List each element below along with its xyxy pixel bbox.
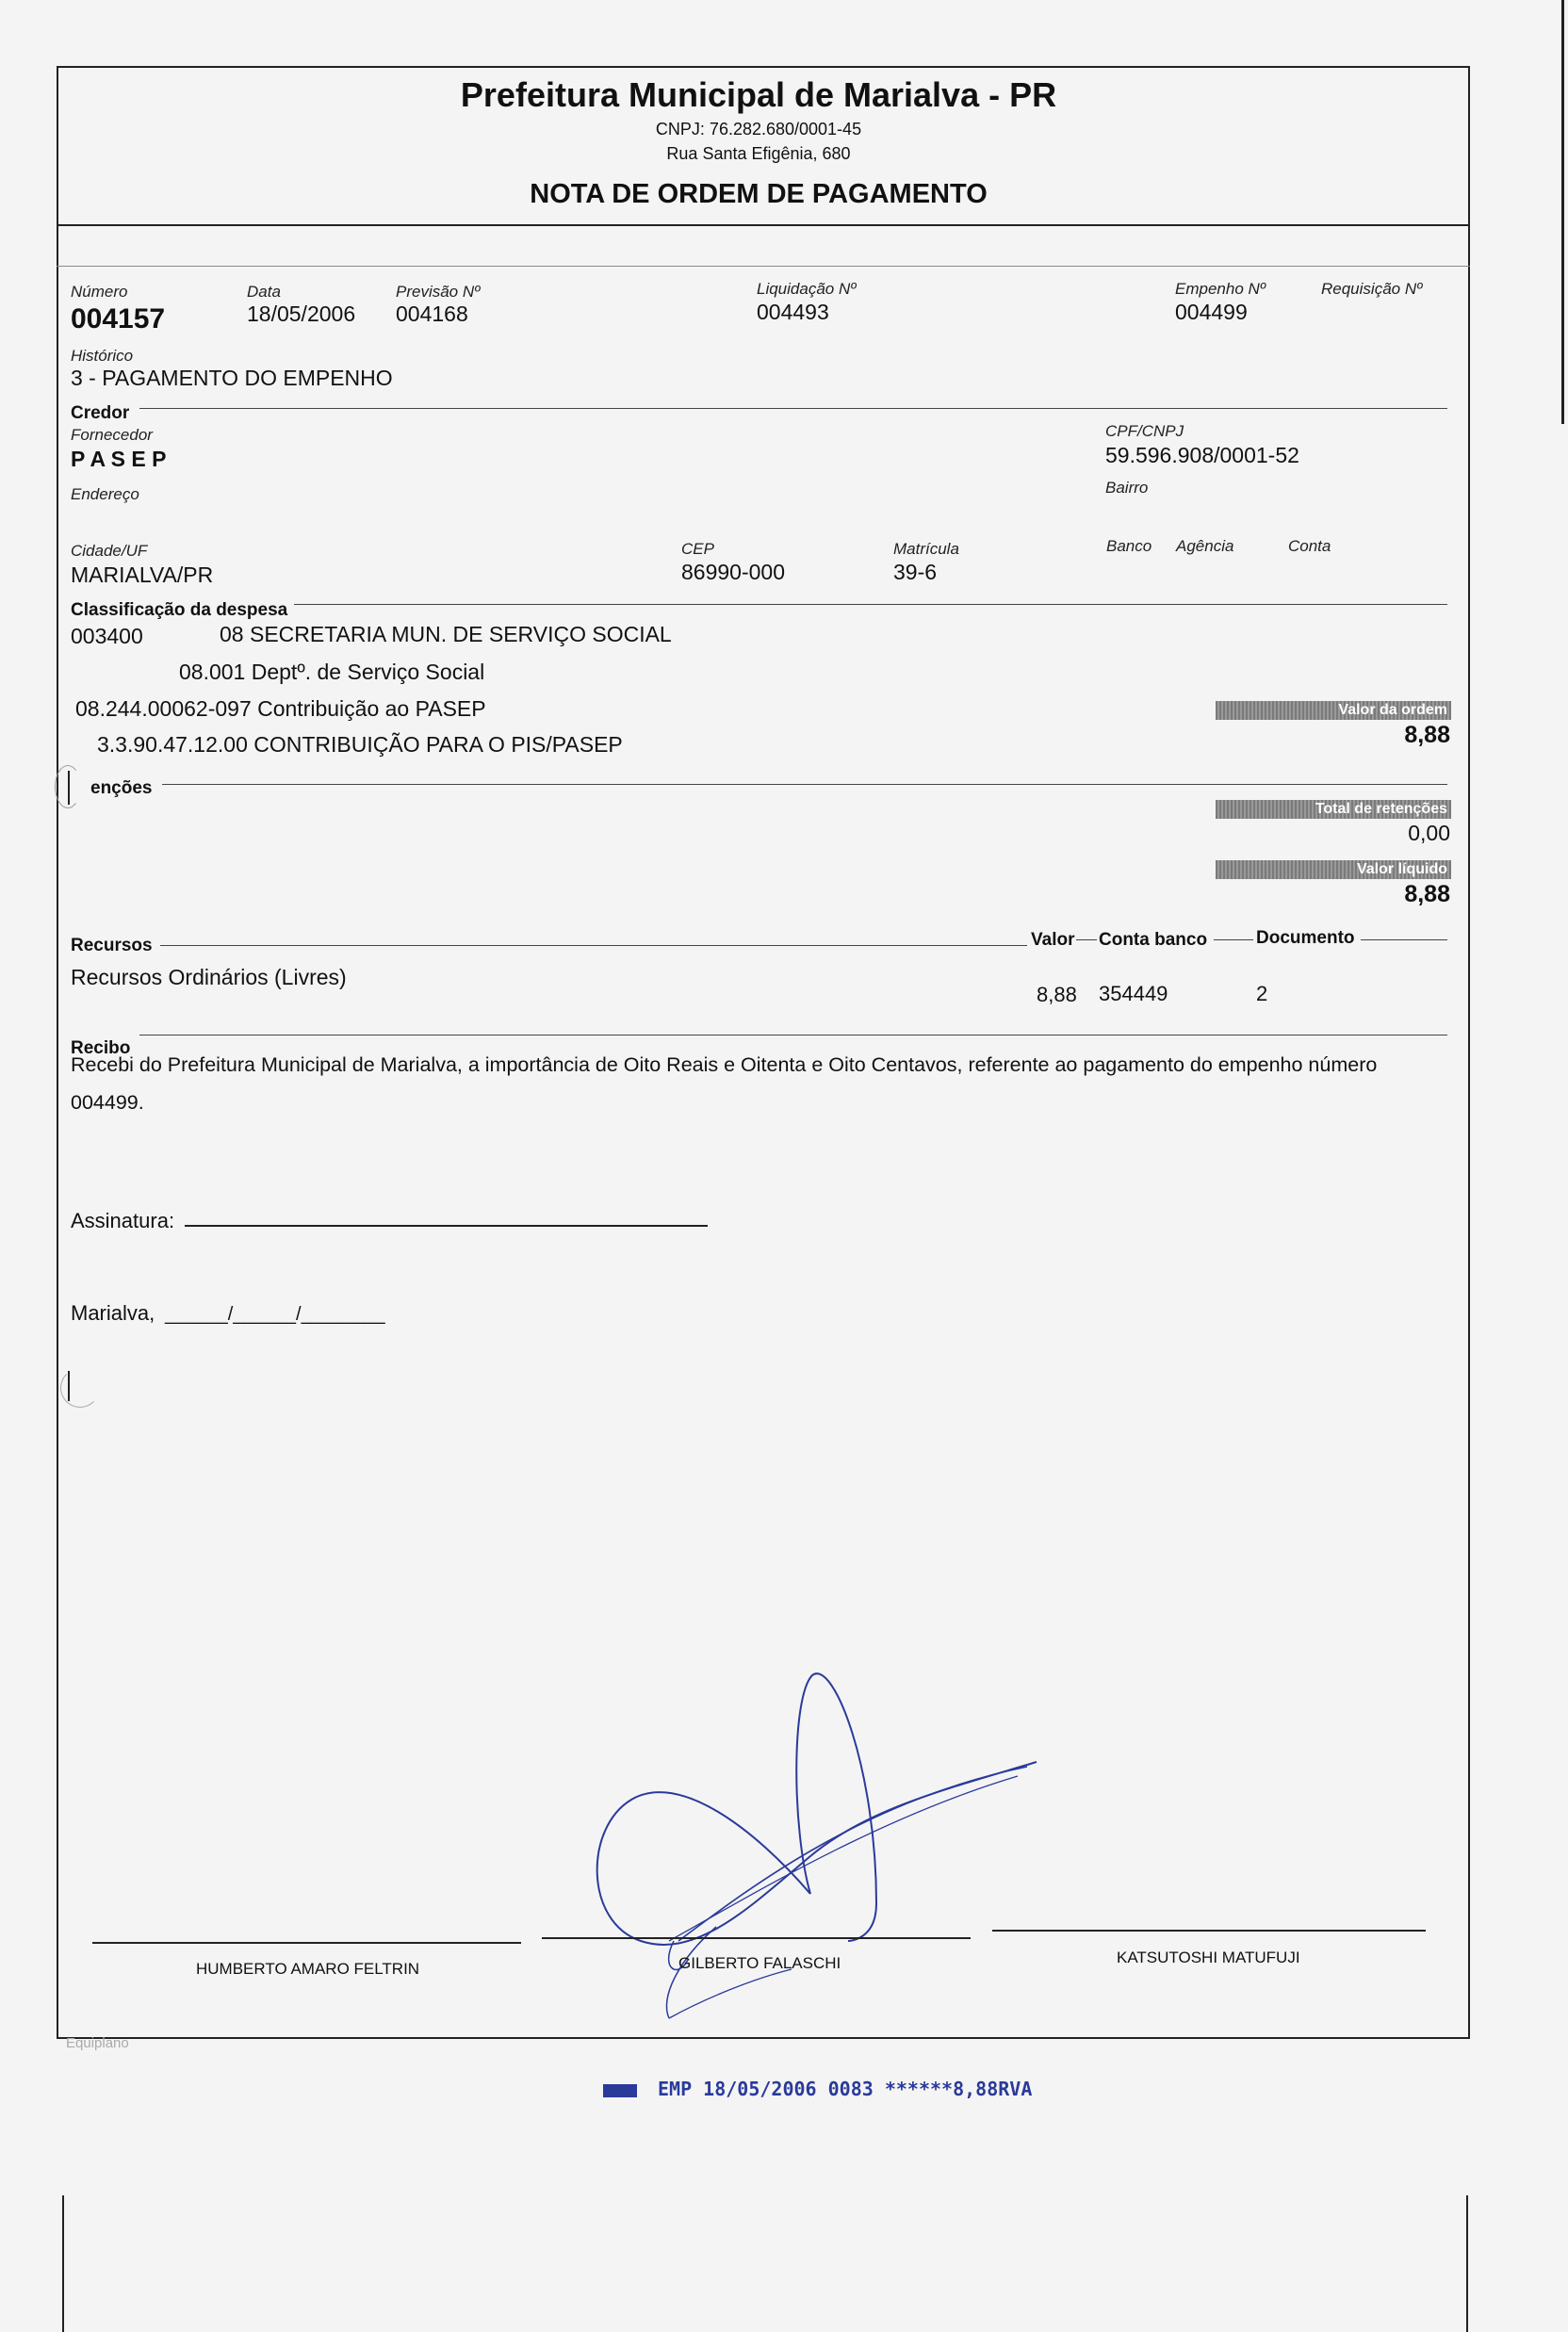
classificacao-section: Classificação da despesa [71, 600, 288, 620]
valor-column-label: Valor [1031, 930, 1075, 950]
handwritten-signature [565, 1658, 1055, 2035]
hole-punch-line-2 [68, 1371, 70, 1401]
fornecedor-value: P A S E P [71, 447, 167, 471]
signature-line-1 [92, 1942, 521, 1944]
previsao-value: 004168 [396, 302, 468, 326]
bank-stamp-text: EMP 18/05/2006 0083 ******8,88RVA [658, 2078, 1033, 2100]
date-blank: ______/______/________ [165, 1304, 385, 1325]
numero-value: 004157 [71, 303, 166, 334]
historico-value: 3 - PAGAMENTO DO EMPENHO [71, 366, 393, 390]
recibo-section: Recibo [71, 1038, 131, 1058]
classificacao-code: 003400 [71, 624, 143, 648]
retencoes-section: enções [90, 778, 153, 798]
municipality-title: Prefeitura Municipal de Marialva - PR [460, 75, 1057, 114]
empenho-value: 004499 [1175, 300, 1248, 324]
scan-edge-left [62, 2195, 64, 2332]
recursos-section: Recursos [71, 936, 153, 955]
recibo-text-line2: 004499. [71, 1091, 144, 1114]
matricula-value: 39-6 [893, 560, 938, 584]
conta-label: Conta [1288, 537, 1331, 555]
recibo-line [139, 1035, 1447, 1036]
recursos-line [160, 945, 1027, 946]
signatory-2: GILBERTO FALASCHI [678, 1954, 841, 1972]
signature-line-3 [992, 1930, 1426, 1932]
document-title: NOTA DE ORDEM DE PAGAMENTO [530, 179, 988, 209]
endereco-label: Endereço [71, 485, 139, 503]
recibo-text-line1: Recebi do Prefeitura Municipal de Marialva, a importância de Oito Reais e Oitenta e Oito Centavos, referente ao pagamento do empenho número [71, 1053, 1378, 1076]
retencoes-line [162, 784, 1447, 785]
signature-line-2 [542, 1937, 971, 1939]
bank-stamp [603, 2078, 1032, 2100]
valor-ordem-bar: Valor da ordem [1216, 701, 1451, 720]
scan-edge-right-top [1561, 0, 1564, 424]
classificacao-line3: 08.244.00062-097 Contribuição ao PASEP [75, 696, 486, 721]
bairro-label: Bairro [1105, 479, 1149, 497]
documento-column-label: Documento [1256, 928, 1355, 948]
recursos-line-3 [1214, 939, 1253, 940]
fornecedor-label: Fornecedor [71, 426, 153, 444]
total-retencoes-bar: Total de retenções [1216, 800, 1451, 819]
classificacao-line1: 08 SECRETARIA MUN. DE SERVIÇO SOCIAL [220, 622, 672, 646]
previsao-label: Previsão Nº [396, 283, 481, 301]
local-label: Marialva, [71, 1301, 155, 1325]
bank-logo-icon [603, 2084, 637, 2097]
header-divider-2 [57, 266, 1470, 267]
agencia-label: Agência [1176, 537, 1234, 555]
cpf-label: CPF/CNPJ [1105, 422, 1184, 440]
cep-value: 86990-000 [681, 560, 785, 584]
cep-label: CEP [681, 540, 714, 558]
signatory-1: HUMBERTO AMARO FELTRIN [196, 1960, 420, 1978]
valor-liquido-bar: Valor líquido [1216, 860, 1451, 879]
numero-label: Número [71, 283, 128, 301]
data-label: Data [247, 283, 281, 301]
recursos-valor: 8,88 [1037, 983, 1077, 1006]
recursos-documento: 2 [1256, 982, 1268, 1005]
valor-ordem-value: 8,88 [1404, 722, 1450, 748]
cidade-value: MARIALVA/PR [71, 563, 214, 587]
matricula-label: Matrícula [893, 540, 959, 558]
scan-edge-right [1466, 2195, 1468, 2332]
requisicao-label: Requisição Nº [1321, 280, 1423, 298]
recursos-conta-banco: 354449 [1099, 982, 1168, 1005]
assinatura-label: Assinatura: [71, 1209, 175, 1232]
classificacao-line4: 3.3.90.47.12.00 CONTRIBUIÇÃO PARA O PIS/PASEP [97, 732, 623, 757]
classificacao-line2: 08.001 Deptº. de Serviço Social [179, 660, 485, 684]
recursos-line-4 [1361, 939, 1447, 940]
liquidacao-label: Liquidação Nº [757, 280, 857, 298]
banco-label: Banco [1106, 537, 1152, 555]
hole-punch-line [68, 771, 70, 805]
classificacao-line [294, 604, 1447, 605]
address-text: Rua Santa Efigênia, 680 [666, 144, 851, 163]
hole-punch-mark-2 [60, 1368, 100, 1408]
credor-line [139, 408, 1447, 409]
signatory-3: KATSUTOSHI MATUFUJI [1117, 1949, 1300, 1966]
liquidacao-value: 004493 [757, 300, 829, 324]
data-value: 18/05/2006 [247, 302, 356, 326]
total-retencoes-value: 0,00 [1408, 821, 1450, 845]
cnpj-text: CNPJ: 76.282.680/0001-45 [655, 120, 862, 139]
conta-banco-column-label: Conta banco [1099, 930, 1208, 950]
header-divider [57, 224, 1470, 226]
valor-liquido-value: 8,88 [1404, 881, 1450, 907]
cidade-label: Cidade/UF [71, 542, 148, 560]
software-watermark: Equiplano [66, 2035, 129, 2051]
historico-label: Histórico [71, 347, 134, 365]
empenho-label: Empenho Nº [1175, 280, 1266, 298]
credor-section: Credor [71, 403, 130, 423]
assinatura-line [185, 1225, 708, 1227]
cpf-value: 59.596.908/0001-52 [1105, 443, 1299, 467]
recursos-descricao: Recursos Ordinários (Livres) [71, 965, 347, 989]
recursos-line-2 [1076, 939, 1097, 940]
